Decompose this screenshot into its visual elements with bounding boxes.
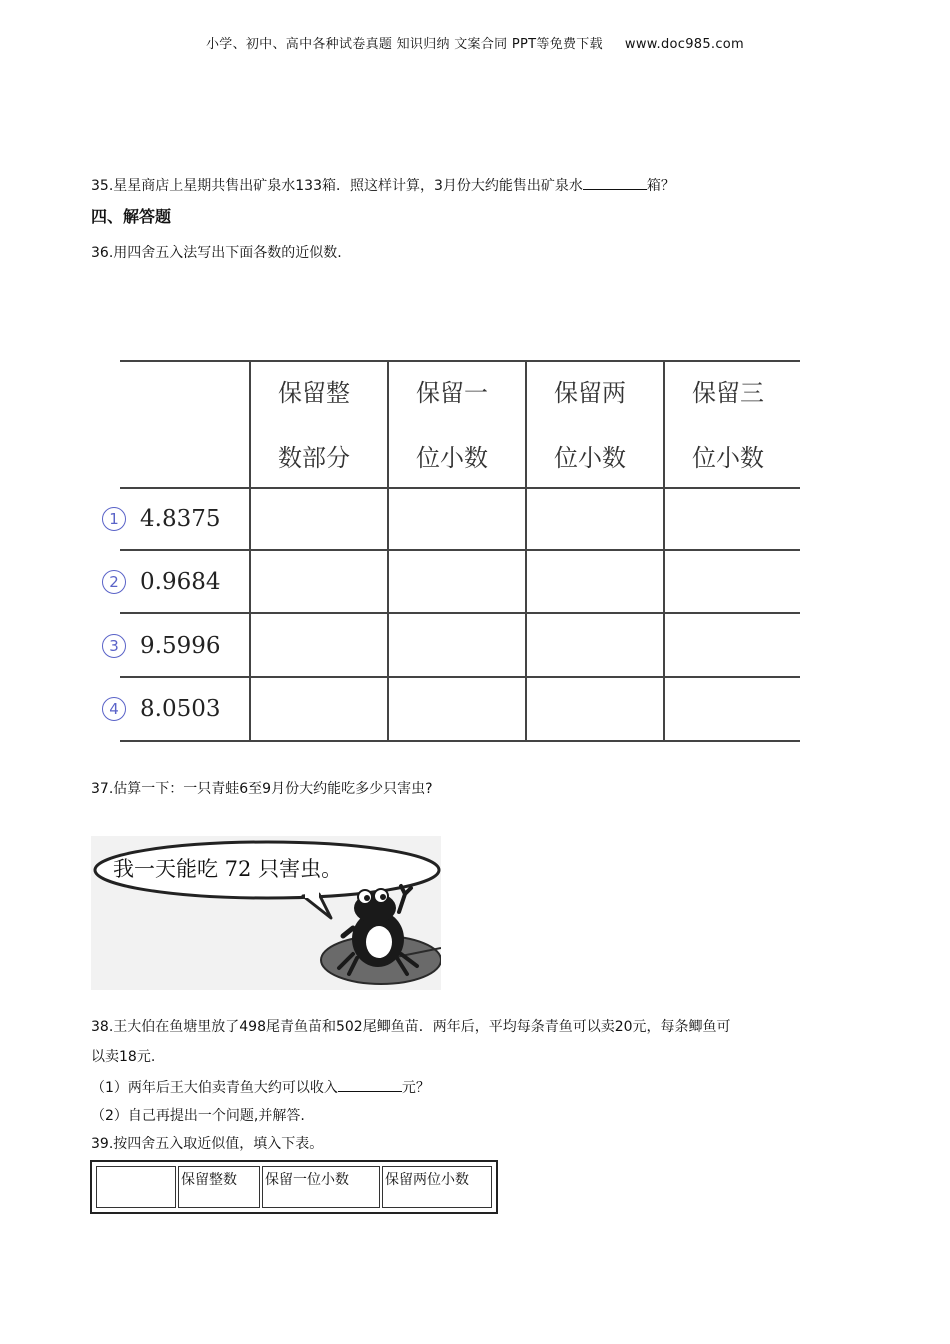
q39-header-blank bbox=[96, 1166, 176, 1208]
q36-header-three-decimal bbox=[665, 360, 803, 487]
q36-header-one-decimal bbox=[389, 360, 527, 487]
q38-line-2: 以卖18元. bbox=[91, 1049, 156, 1065]
frog-pupil-left bbox=[364, 895, 370, 901]
table-rule bbox=[120, 676, 800, 678]
table-row bbox=[96, 1166, 492, 1208]
page-header bbox=[0, 33, 950, 52]
row-value: 0.9684 bbox=[140, 569, 221, 595]
circled-number: 3 bbox=[102, 634, 126, 658]
header-line: 位小数 bbox=[554, 444, 626, 472]
row-value: 4.8375 bbox=[140, 506, 221, 532]
q39-prompt: 39.按四舍五入取近似值，填入下表。 bbox=[91, 1136, 324, 1152]
q38-sub1-suffix: 元？ bbox=[401, 1080, 430, 1096]
row-value: 9.5996 bbox=[140, 633, 221, 659]
table-rule bbox=[120, 740, 800, 742]
q38-line-1: 38.王大伯在鱼塘里放了498尾青鱼苗和502尾鲫鱼苗．两年后，平均每条青鱼可以卖20元，每条鲫鱼可 bbox=[91, 1019, 731, 1035]
circled-number: 1 bbox=[102, 507, 126, 531]
frog-illustration bbox=[91, 836, 441, 990]
q36-table bbox=[109, 360, 800, 742]
header-site: www.doc985.com bbox=[624, 37, 745, 52]
table-rule bbox=[120, 549, 800, 551]
bubble-text: 我一天能吃 72 只害虫。 bbox=[113, 857, 343, 881]
q37-prompt: 37.估算一下：一只青蛙6至9月份大约能吃多少只害虫? bbox=[91, 781, 433, 797]
header-line: 保留两 bbox=[554, 379, 626, 407]
q36-row-1 bbox=[102, 488, 220, 550]
header-line: 保留整 bbox=[278, 379, 350, 407]
q36-header-integer bbox=[251, 360, 389, 487]
bubble-tail-join bbox=[305, 892, 319, 898]
q38-sub-1 bbox=[91, 1077, 430, 1098]
q35-text: 35.星星商店上星期共售出矿泉水133箱．照这样计算，3月份大约能售出矿泉水 bbox=[91, 178, 583, 194]
q38-sub1-text: （1）两年后王大伯卖青鱼大约可以收入 bbox=[91, 1080, 338, 1096]
q36-row-3 bbox=[102, 615, 220, 677]
q36-row-2 bbox=[102, 551, 220, 613]
header-line: 位小数 bbox=[416, 444, 488, 472]
header-line: 位小数 bbox=[692, 444, 764, 472]
header-line: 数部分 bbox=[278, 444, 350, 472]
q35-suffix: 箱？ bbox=[646, 178, 675, 194]
header-line: 保留三 bbox=[692, 379, 764, 407]
q35-answer-blank[interactable] bbox=[583, 175, 647, 190]
q36-row-4 bbox=[102, 678, 220, 740]
frog-arm bbox=[343, 928, 353, 936]
q36-header-two-decimal bbox=[527, 360, 665, 487]
q38-sub-2: （2）自己再提出一个问题,并解答. bbox=[91, 1108, 305, 1124]
q39-grid bbox=[94, 1164, 494, 1210]
q36-prompt: 36.用四舍五入法写出下面各数的近似数. bbox=[91, 245, 342, 261]
q39-header-one-decimal: 保留一位小数 bbox=[262, 1166, 380, 1208]
q39-header-two-decimal: 保留两位小数 bbox=[382, 1166, 492, 1208]
header-text: 小学、初中、高中各种试卷真题 知识归纳 文案合同 PPT等免费下载 bbox=[205, 37, 603, 52]
question-35 bbox=[91, 175, 675, 196]
circled-number: 4 bbox=[102, 697, 126, 721]
q38-answer-blank[interactable] bbox=[338, 1077, 402, 1092]
frog-pupil-right bbox=[380, 894, 386, 900]
table-rule bbox=[120, 612, 800, 614]
q39-header-integer: 保留整数 bbox=[178, 1166, 260, 1208]
section-title: 四、解答题 bbox=[91, 207, 172, 226]
header-line: 保留一 bbox=[416, 379, 488, 407]
q39-table bbox=[90, 1160, 498, 1214]
frog-raised-hand bbox=[399, 886, 411, 912]
circled-number: 2 bbox=[102, 570, 126, 594]
row-value: 8.0503 bbox=[140, 696, 221, 722]
frog-belly bbox=[366, 926, 392, 958]
